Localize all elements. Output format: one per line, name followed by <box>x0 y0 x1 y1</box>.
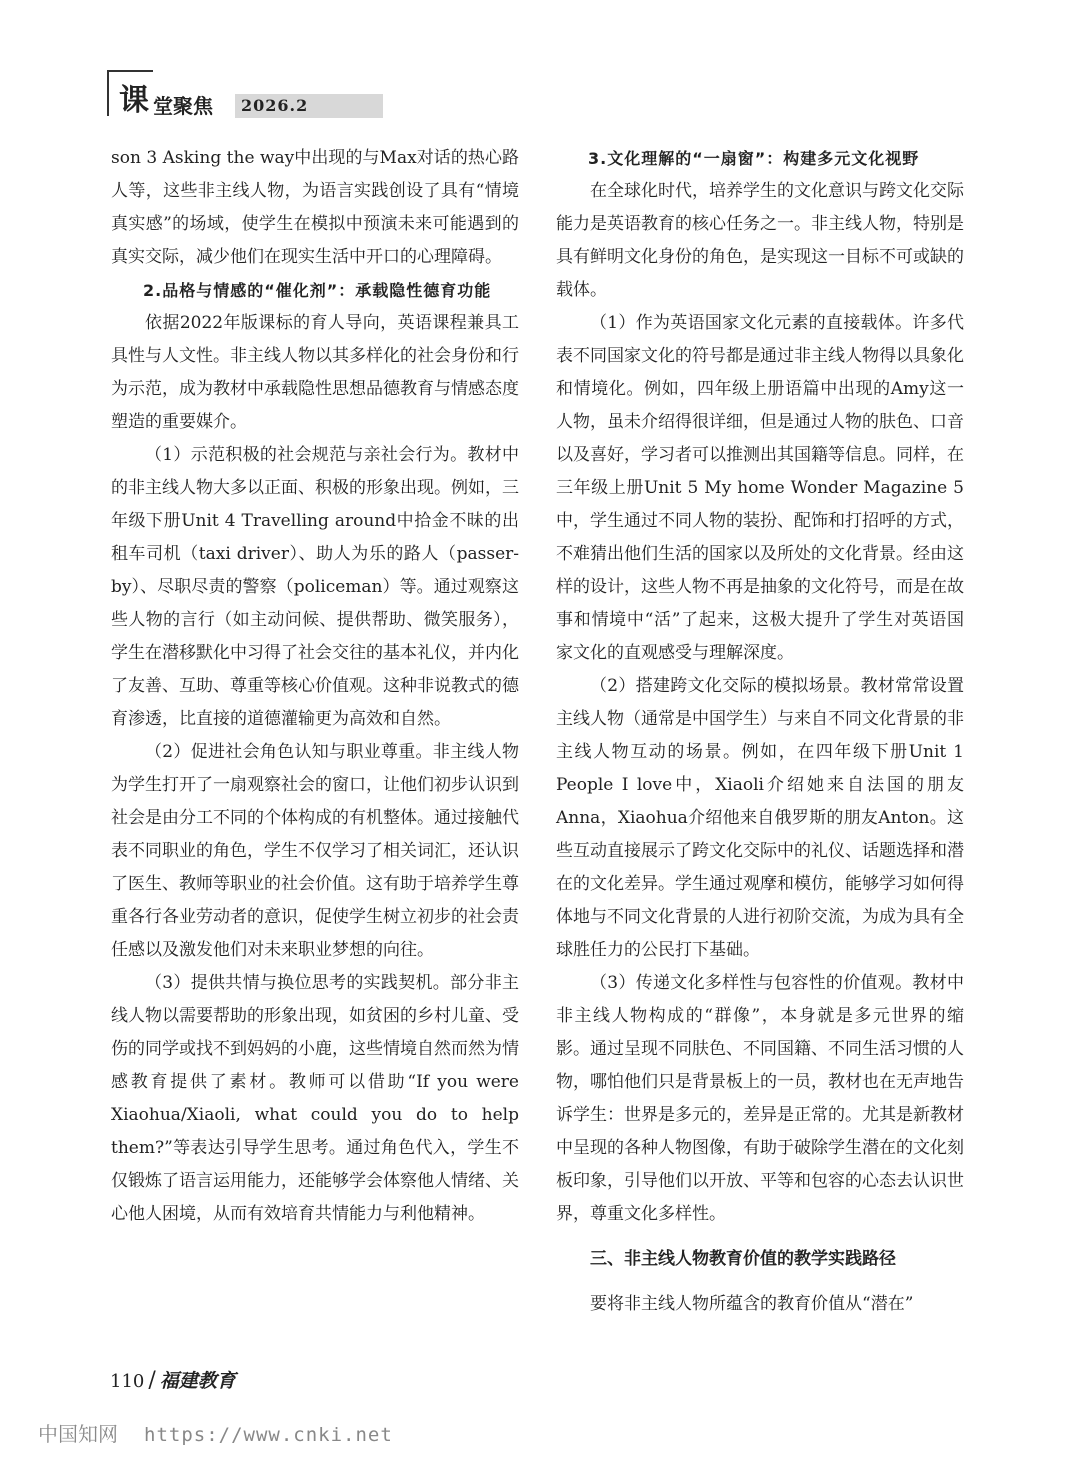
paragraph: （2）促进社会角色认知与职业尊重。非主线人物为学生打开了一扇观察社会的窗口，让他们初步认识到社会是由分工不同的个体构成的有机整体。通过接触代表不同职业的角色，学生不仅学习了相关词汇，还认识了医生、教师等职业的社会价值。这有助于培养学生尊重各行各业劳动者的意识，促使学生树立初步的社会责任感以及激发他们对未来职业梦想的向往。 <box>111 742 519 960</box>
paragraph: （1）作为英语国家文化元素的直接载体。许多代表不同国家文化的符号都是通过非主线人物得以具象化和情境化。例如，四年级上册语篇中出现的Amy这一人物，虽未介绍得很详细，但是通过人物的肤色、口音以及喜好，学习者可以推测出其国籍等信息。同样，在三年级上册Unit 5 My home Wonder Magazine 5中，学生通过不同人物的装扮、配饰和打招呼的方式，不难猜出他们生活的国家以及所处的文化背景。经由这样的设计，这些人物不再是抽象的文化符号，而是在故事和情境中“活”了起来，这极大提升了学生对英语国家文化的直观感受与理解深度。 <box>556 313 964 663</box>
left-column <box>111 142 519 1231</box>
footer-slash: / <box>148 1368 156 1393</box>
paragraph: （1）示范积极的社会规范与亲社会行为。教材中的非主线人物大多以正面、积极的形象出现。例如，三年级下册Unit 4 Travelling around中拾金不昧的出租车司机（taxi driver）、助人为乐的路人（passer-by）、尽职尽责的警察（policeman）等。通过观察这些人物的言行（如主动问候、提供帮助、微笑服务），学生在潜移默化中习得了社会交往的基本礼仪，并内化了友善、互助、尊重等核心价值观。这种非说教式的德育渗透，比直接的道德灌输更为高效和自然。 <box>111 445 519 729</box>
paragraph-continued: son 3 Asking the way中出现的与Max对话的热心路人等，这些非主线人物，为语言实践创设了具有“情境真实感”的场域，使学生在模拟中预演未来可能遇到的真实交际，减少他们在现实生活中开口的心理障碍。 <box>111 148 519 267</box>
subheading-2: 2.品格与情感的“催化剂”：承载隐性德育功能 <box>143 281 492 300</box>
issue-date: 2026.2 <box>235 94 383 118</box>
running-header <box>107 70 407 120</box>
watermark-site: 中国知网 <box>38 1422 118 1446</box>
watermark-url: https://www.cnki.net <box>144 1424 393 1446</box>
page-number: 110 <box>110 1371 145 1392</box>
paragraph: 在全球化时代，培养学生的文化意识与跨文化交际能力是英语教育的核心任务之一。非主线人物，特别是具有鲜明文化身份的角色，是实现这一目标不可或缺的载体。 <box>556 181 964 300</box>
right-column <box>556 142 964 1321</box>
page-footer <box>110 1366 236 1397</box>
paragraph: （3）提供共情与换位思考的实践契机。部分非主线人物以需要帮助的形象出现，如贫困的乡村儿童、受伤的同学或找不到妈妈的小鹿，这些情境自然而然为情感教育提供了素材。教师可以借助“If you were Xiaohua/Xiaoli, what could you do to help them?”等表达引导学生思考。通过角色代入，学生不仅锻炼了语言运用能力，还能够学会体察他人情绪、关心他人困境，从而有效培育共情能力与利他精神。 <box>111 973 519 1224</box>
paragraph: 要将非主线人物所蕴含的教育价值从“潜在” <box>590 1294 914 1314</box>
column-title-initial: 课 <box>119 83 149 118</box>
column-title: 堂聚焦 <box>153 94 213 118</box>
section-heading: 三、非主线人物教育价值的教学实践路径 <box>590 1249 896 1269</box>
paragraph: （2）搭建跨文化交际的模拟场景。教材常常设置主线人物（通常是中国学生）与来自不同文化背景的非主线人物互动的场景。例如，在四年级下册Unit 1 People I love中，Xiaoli介绍她来自法国的朋友Anna，Xiaohua介绍他来自俄罗斯的朋友Anton。这些互动直接展示了跨文化交际中的礼仪、话题选择和潜在的文化差异。学生通过观摩和模仿，能够学习如何得体地与不同文化背景的人进行初阶交流，为成为具有全球胜任力的公民打下基础。 <box>556 676 964 960</box>
journal-name: 福建教育 <box>159 1370 236 1392</box>
paragraph: （3）传递文化多样性与包容性的价值观。教材中非主线人物构成的“群像”，本身就是多元世界的缩影。通过呈现不同肤色、不同国籍、不同生活习惯的人物，哪怕他们只是背景板上的一员，教材也在无声地告诉学生：世界是多元的，差异是正常的。尤其是新教材中呈现的各种人物图像，有助于破除学生潜在的文化刻板印象，引导他们以开放、平等和包容的心态去认识世界，尊重文化多样性。 <box>556 973 964 1224</box>
cnki-watermark <box>38 1420 393 1449</box>
subheading-3: 3.文化理解的“一扇窗”：构建多元文化视野 <box>588 149 920 168</box>
paragraph: 依据2022年版课标的育人导向，英语课程兼具工具性与人文性。非主线人物以其多样化的社会身份和行为示范，成为教材中承载隐性思想品德教育与情感态度塑造的重要媒介。 <box>111 313 519 432</box>
